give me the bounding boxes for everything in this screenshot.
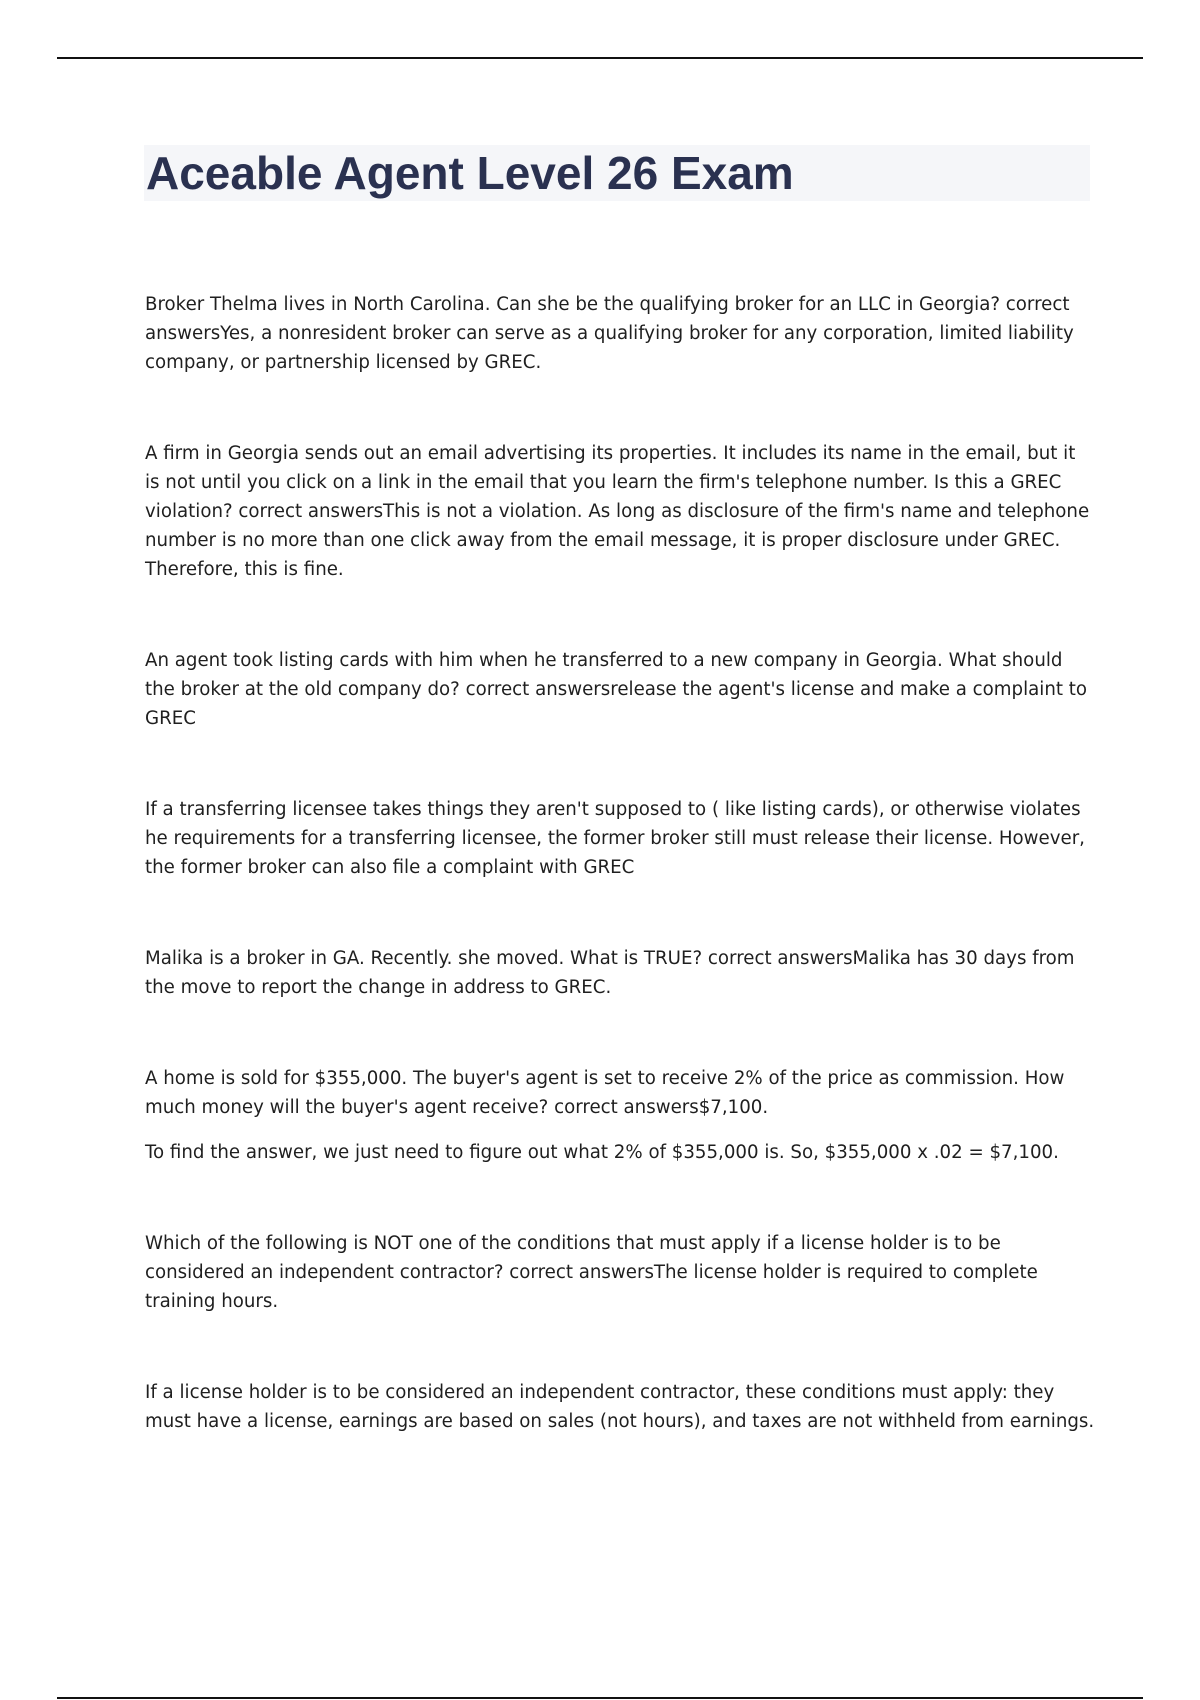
document-title: Aceable Agent Level 26 Exam: [146, 147, 794, 199]
qa-paragraph-1: Broker Thelma lives in North Carolina. Can she be the qualifying broker for an LLC in Georgia? correct answersYes, a nonresident broker can serve as a qualifying broker for any corporation, limited liability company, or partnership licensed by GREC.: [145, 294, 1074, 373]
qa-paragraph-8: If a license holder is to be considered an independent contractor, these conditions must apply: they must have a license, earnings are based on sales (not hours), and taxes are not withheld from earnings.: [145, 1382, 1095, 1432]
qa-explanation-6: To find the answer, we just need to figure out what 2% of $355,000 is. So, $355,000 x .02 = $7,100.: [145, 1142, 1059, 1163]
qa-paragraph-3: An agent took listing cards with him when he transferred to a new company in Georgia. What should the broker at the old company do? correct answersrelease the agent's license and make a complaint to GREC: [145, 650, 1088, 729]
qa-paragraph-4: If a transferring licensee takes things they aren't supposed to ( like listing cards), or otherwise violates he requirements for a transferring licensee, the former broker still must release their license. However, the former broker can also file a complaint with GREC: [145, 799, 1085, 878]
top-rule: [57, 57, 1143, 59]
document-body: [145, 290, 1095, 1436]
qa-paragraph-6: A home is sold for $355,000. The buyer's agent is set to receive 2% of the price as commission. How much money will the buyer's agent receive? correct answers$7,100.: [145, 1068, 1065, 1118]
qa-paragraph-7: Which of the following is NOT one of the conditions that must apply if a license holder is to be considered an independent contractor? correct answersThe license holder is required to complete training hours.: [145, 1233, 1038, 1312]
qa-paragraph-2: A firm in Georgia sends out an email advertising its properties. It includes its name in the email, but it is not until you click on a link in the email that you learn the firm's telephone number. Is this a GREC violation? correct answersThis is not a violation. As long as disclosure of the firm's name and telephone number is no more than one click away from the email message, it is proper disclosure under GREC. Therefore, this is fine.: [145, 443, 1090, 580]
bottom-rule: [57, 1697, 1143, 1699]
qa-paragraph-5: Malika is a broker in GA. Recently. she moved. What is TRUE? correct answersMalika has 30 days from the move to report the change in address to GREC.: [145, 948, 1075, 998]
